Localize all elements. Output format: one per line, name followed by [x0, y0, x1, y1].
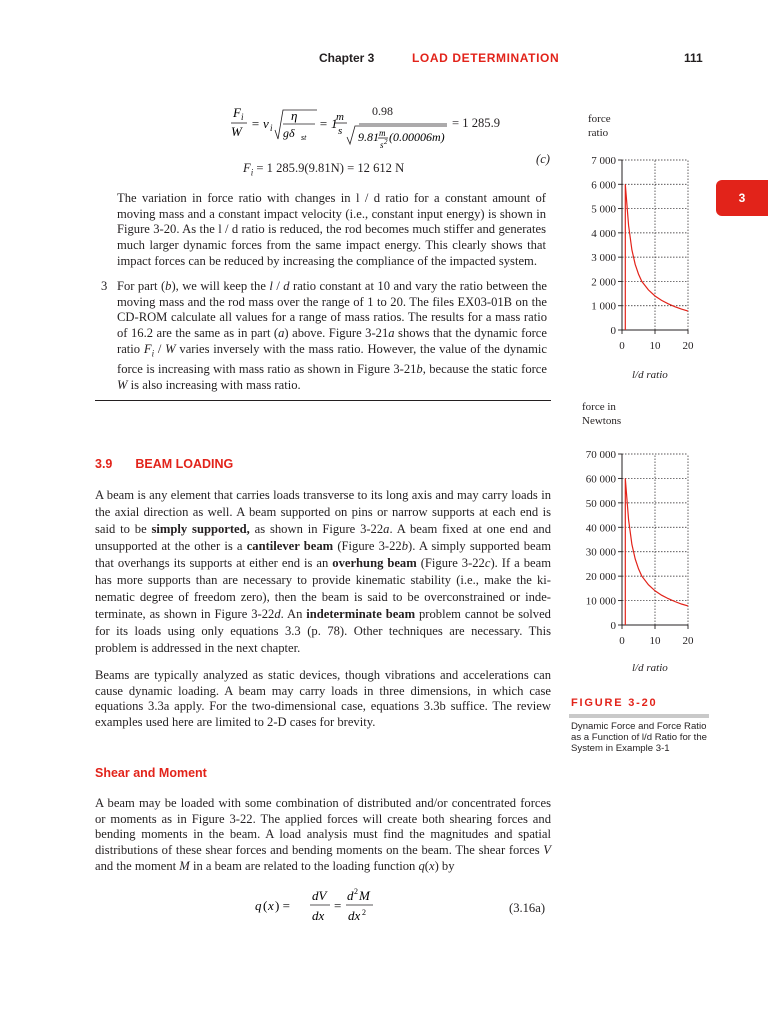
list-item-number: 3 — [101, 279, 108, 293]
svg-text:dV: dV — [312, 888, 327, 903]
svg-text:) =: ) = — [275, 898, 290, 913]
chart2-xtick-label: 10 — [649, 635, 661, 647]
list-item-part-b: For part (b), we will keep the l / d ratio constant at 10 and vary the ratio between the moving mass and the rod mass over the range of 1 to 20. The files EX03-01B on the CD-ROM calculate all values for a range of mass ratios. The results for a mass ratio of 16.2 are the same as in part (a) above. Figure 3-21a shows that the dynamic force ratio $F_i$ / W varies inversely with the mass ratio. However, the value of the dynamic force is increasing with mass ratio as shown in Figure 3-21b, because the static force W is also increasing with mass ratio. — [117, 279, 548, 392]
equation-1-result: = 1 285.9 — [452, 116, 501, 130]
svg-text:9.81: 9.81 — [358, 130, 379, 144]
paragraph-shear-moment: A beam may be loaded with some combination of distributed and/or concentrated forces or moments as in Figure 3-22. The applied forces will create both shearing forces and bending moments in the beam. A load analysis must find the magnitudes and spatial distributions of these shear forces and bending moments on the beam. The shear forces V and the moment M in a beam are related to the loading function q(x) by — [95, 796, 551, 873]
paragraph-static-devices — [95, 668, 551, 731]
equation-3-16a — [253, 884, 393, 930]
svg-text:s: s — [380, 140, 384, 150]
chart-force-ratio — [572, 150, 702, 365]
svg-text:M: M — [359, 888, 370, 903]
chart1-ytick-label: 3 000 — [591, 252, 616, 265]
section-number: 3.9 — [95, 457, 113, 471]
equation-3-16a-tag: (3.16a) — [509, 901, 546, 915]
figure-caption: Dynamic Force and Force Ratio as a Function of l/d Ratio for the System in Example 3-1 — [571, 721, 707, 755]
svg-text:gδ: gδ — [283, 126, 295, 140]
svg-text:(0.00006m): (0.00006m) — [389, 130, 445, 144]
svg-text:η: η — [291, 108, 298, 123]
chart2-ylabel: force in Newtons — [582, 401, 622, 427]
svg-text:m: m — [379, 128, 386, 138]
equation-c-tag: (c) — [536, 152, 550, 166]
svg-text:m: m — [336, 111, 344, 123]
chart1-ylabel: force ratio — [588, 113, 611, 139]
chart1-ytick-label: 4 000 — [591, 227, 616, 240]
svg-text:q: q — [255, 898, 262, 913]
svg-text:i: i — [241, 112, 244, 122]
svg-text:x: x — [268, 898, 274, 913]
chart2-xlabel: l/d ratio — [632, 662, 668, 674]
equation-c-symbol: F — [243, 161, 251, 175]
equation-c-text: = 1 285.9(9.81N) = 12 612 N — [256, 161, 405, 175]
chapter-label: Chapter 3 — [319, 51, 375, 65]
chart2-ytick-label: 30 000 — [585, 546, 616, 559]
chart1-xlabel: l/d ratio — [632, 369, 668, 381]
chart1-ytick-label: 7 000 — [591, 155, 616, 167]
section-heading — [95, 457, 233, 471]
equation-1-value: 0.98 — [372, 104, 393, 118]
svg-text:(: ( — [263, 898, 268, 913]
subsection-heading: Shear and Moment — [95, 766, 207, 780]
chart1-ytick-label: 5 000 — [591, 203, 616, 216]
svg-text:=: = — [251, 116, 260, 131]
equation-c: $F_i = 1$ 285.9(9.81N) = 12 612 N — [243, 161, 405, 178]
chart2-xtick-label: 20 — [682, 635, 694, 647]
chart1-ytick-label: 1 000 — [591, 300, 616, 313]
svg-text:2: 2 — [362, 908, 366, 917]
chart1-xtick-label: 20 — [682, 340, 694, 352]
svg-text:dx: dx — [312, 908, 325, 923]
svg-text:F: F — [233, 105, 241, 120]
chart2-xtick-label: 0 — [619, 635, 625, 647]
paragraph-force-ratio — [117, 191, 546, 270]
svg-text:dx: dx — [348, 908, 361, 923]
chart2-ytick-label: 0 — [610, 620, 616, 632]
svg-text:2: 2 — [354, 887, 358, 896]
figure-label: FIGURE 3-20 — [571, 697, 658, 709]
svg-text:st: st — [301, 133, 307, 142]
paragraph-beam-definition: A beam is any element that carries loads transverse to its long axis and may carry loads in the axial direction as well. A beam supported on pins or narrow supports at each end is said to be simply supported, as shown in Figure 3-22a. A beam fixed at one end and unsupported at the other is a cantilever beam (Figure 3-22b). A simply supported beam that overhangs its supports at either end is an overhung beam (Figure 3-22c). If a beam has more supports than are necessary to provide kinematic stability (i.e., make the ki-nematic degree of freedom zero), then the beam is said to be overconstrained or inde-terminate, as shown in Figure 3-22d. An indeterminate beam problem cannot be solved for its loads using only equations 3.3 (p. 78). Other techniques are necessary. This problem is addressed in the next chapter. — [95, 488, 551, 655]
page-number: 111 — [684, 51, 703, 65]
chart2-ytick-label: 20 000 — [585, 571, 616, 584]
equation-3-16a-graphic — [253, 884, 393, 930]
chart2-ytick-label: 60 000 — [585, 473, 616, 486]
chart2-ytick-label: 70 000 — [585, 449, 616, 461]
chart1-ytick-label: 0 — [610, 325, 616, 337]
chapter-tab: 3 — [716, 180, 768, 216]
svg-text:i: i — [270, 123, 273, 133]
chart1-xtick-label: 0 — [619, 340, 625, 352]
svg-text:= 1: = 1 — [319, 116, 338, 131]
svg-text:v: v — [263, 116, 269, 131]
figure-caption-bar — [569, 714, 709, 718]
chart1-xtick-label: 10 — [649, 340, 661, 352]
section-divider — [95, 400, 551, 401]
svg-text:2: 2 — [384, 138, 388, 146]
svg-text:W: W — [231, 124, 242, 139]
paragraph-force-ratio-text: The variation in force ratio with changes in l / d ratio for a constant amount of moving mass and a constant impact velocity (i.e., constant input energy) is shown in Figure 3-20. As the l / d ratio is reduced, the rod becomes much stiffer and generates much larger dynamic forces from the same impact energy. This clearly shows that impact forces can be reduced by increasing the compliance of the impacted system. — [117, 191, 546, 268]
chart1-ytick-label: 6 000 — [591, 179, 616, 192]
svg-text:s: s — [338, 125, 343, 137]
chart2-ytick-label: 10 000 — [585, 595, 616, 608]
section-title: BEAM LOADING — [135, 457, 234, 471]
chapter-title: LOAD DETERMINATION — [412, 51, 560, 65]
chart2-ytick-label: 50 000 — [585, 497, 616, 510]
paragraph-static-devices-text: Beams are typically analyzed as static devices, though vibrations and accelerations can cause dynamic loading. A beam may carry loads in three dimensions, in which case equations 3.3a apply. For the two-dimensional case, equations 3.3b suffice. The review examples used here are limited to 2-D cases for brevity. — [95, 668, 551, 730]
svg-text:d: d — [347, 888, 354, 903]
chart2-ytick-label: 40 000 — [585, 522, 616, 535]
chart-force-newtons — [560, 444, 702, 658]
svg-text:=: = — [334, 898, 342, 913]
chart1-ytick-label: 2 000 — [591, 276, 616, 289]
